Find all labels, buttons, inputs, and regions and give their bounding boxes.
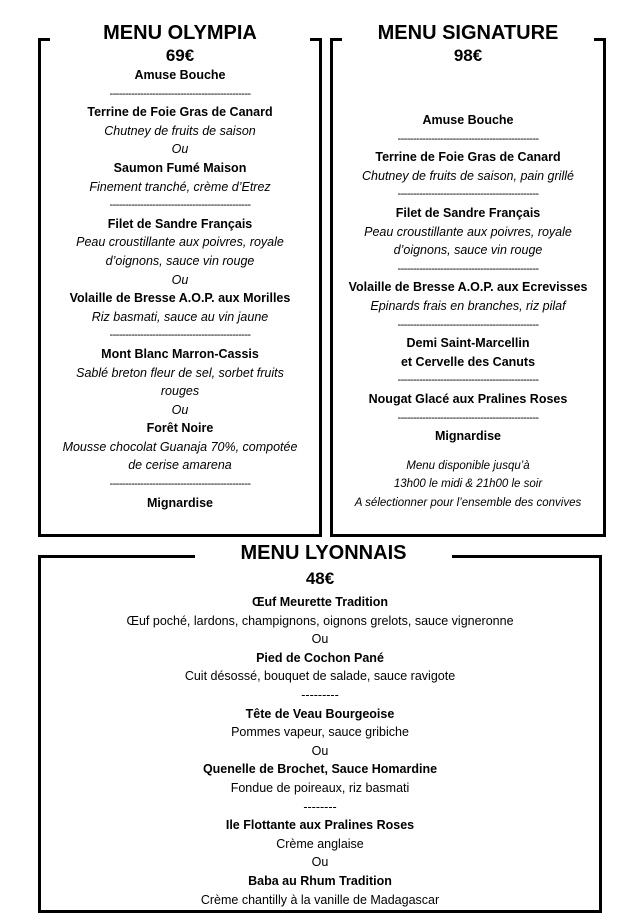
course-list — [333, 111, 603, 446]
dish-description: Peau croustillante aux poivres, royale — [76, 235, 284, 250]
menu-lyonnais-header — [195, 541, 452, 565]
note-line: A sélectionner pour l’ensemble des convives — [354, 496, 582, 509]
dish-description: rouges — [160, 384, 200, 399]
dish-name: Filet de Sandre Français — [395, 205, 541, 220]
note-line: Menu disponible jusqu’à — [406, 459, 530, 472]
dish-description: d’oignons, sauce vin rouge — [105, 253, 255, 268]
menu-price: 98€ — [453, 46, 483, 65]
separator: ---------------------------------------------- — [397, 132, 539, 145]
menu-title: MENU LYONNAIS — [240, 542, 407, 564]
dish-description: Ou — [171, 142, 189, 157]
dish-name: Forêt Noire — [146, 421, 214, 436]
dish-name: Terrine de Foie Gras de Canard — [375, 150, 561, 165]
menu-title: MENU SIGNATURE — [377, 22, 559, 44]
dish-description: d’oignons, sauce vin rouge — [393, 243, 543, 258]
menu-lyonnais — [41, 568, 599, 909]
dish-description: Ou — [311, 743, 329, 758]
dish-name: Amuse Bouche — [134, 68, 226, 82]
dish-name: Volaille de Bresse A.O.P. aux Morilles — [69, 291, 291, 306]
separator: ---------------------------------------------- — [109, 87, 251, 100]
dish-description: Chutney de fruits de saison, pain grillé — [362, 168, 574, 183]
dish-description: Finement tranché, crème d’Etrez — [89, 179, 271, 194]
dish-description: -------- — [303, 799, 337, 814]
separator: ---------------------------------------------- — [397, 188, 539, 201]
dish-description: Cuit désossé, bouquet de salade, sauce ravigote — [184, 669, 456, 684]
separator: ---------------------------------------------- — [397, 411, 539, 424]
availability-note — [333, 457, 603, 513]
dish-description: Ou — [171, 272, 189, 287]
separator: ---------------------------------------------- — [109, 199, 251, 212]
dish-description: Pommes vapeur, sauce gribiche — [231, 725, 409, 740]
separator: ---------------------------------------------- — [109, 329, 251, 342]
dish-name: Amuse Bouche — [422, 113, 514, 127]
dish-name: Filet de Sandre Français — [107, 216, 253, 231]
dish-description: Ou — [171, 402, 189, 417]
dish-description: Ou — [311, 632, 329, 647]
dish-description: Ou — [311, 855, 329, 870]
separator: ---------------------------------------------- — [397, 262, 539, 275]
dish-name: Demi Saint-Marcellin — [406, 336, 530, 351]
separator: ---------------------------------------------- — [109, 478, 251, 491]
dish-name: Saumon Fumé Maison — [113, 160, 247, 175]
dish-name: Tête de Veau Bourgeoise — [245, 706, 395, 721]
dish-name: Mont Blanc Marron-Cassis — [101, 346, 259, 361]
dish-description: de cerise amarena — [128, 458, 232, 473]
menu-price: 69€ — [165, 46, 195, 65]
dish-description: Œuf poché, lardons, champignons, oignons grelots, sauce vigneronne — [126, 613, 514, 628]
dish-name: Quenelle de Brochet, Sauce Homardine — [202, 762, 438, 777]
course-list — [41, 66, 319, 512]
dish-description: Riz basmati, sauce au vin jaune — [91, 309, 269, 324]
dish-description: Chutney de fruits de saison — [104, 123, 256, 138]
dish-name: Nougat Glacé aux Pralines Roses — [368, 391, 568, 406]
dish-description: Crème chantilly à la vanille de Madagascar — [200, 892, 440, 907]
dish-name: Mignardise — [147, 495, 213, 510]
separator: ---------------------------------------------- — [397, 374, 539, 387]
menu-olympia — [41, 21, 319, 512]
dish-description: Sablé breton fleur de sel, sorbet fruits — [76, 365, 284, 380]
dish-name: Volaille de Bresse A.O.P. aux Ecrevisses — [348, 280, 588, 295]
dish-description: Peau croustillante aux poivres, royale — [364, 224, 572, 239]
dish-description: Fondue de poireaux, riz basmati — [230, 780, 410, 795]
menu-price: 48€ — [305, 569, 335, 588]
dish-name: et Cervelle des Canuts — [400, 354, 536, 369]
dish-name: Ile Flottante aux Pralines Roses — [225, 818, 415, 833]
dish-name: Pied de Cochon Pané — [256, 650, 384, 665]
note-line: 13h00 le midi & 21h00 le soir — [393, 478, 543, 491]
menu-signature — [333, 21, 603, 512]
dish-description: Mousse chocolat Guanaja 70%, compotée — [62, 439, 298, 454]
separator: ---------------------------------------------- — [397, 318, 539, 331]
dish-name: Terrine de Foie Gras de Canard — [87, 105, 273, 120]
dish-description: Epinards frais en branches, riz pilaf — [370, 298, 566, 313]
dish-description: --------- — [301, 687, 339, 702]
dish-name: Mignardise — [435, 429, 501, 444]
dish-name: Œuf Meurette Tradition — [251, 595, 389, 609]
menu-title: MENU OLYMPIA — [103, 22, 257, 44]
course-list — [41, 593, 599, 909]
dish-name: Baba au Rhum Tradition — [248, 873, 392, 888]
dish-description: Crème anglaise — [276, 836, 364, 851]
